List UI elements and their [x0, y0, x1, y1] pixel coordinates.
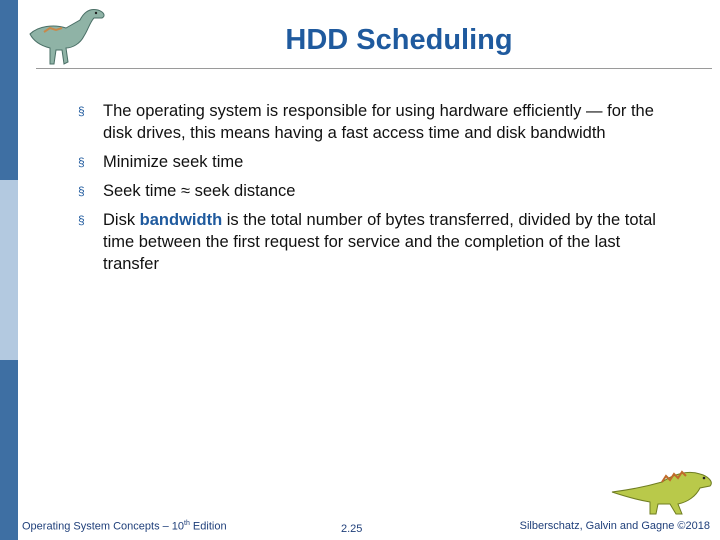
footer-page-number: 2.25 — [341, 523, 363, 535]
footer-book-title — [22, 520, 227, 533]
slide-title: HDD Scheduling — [285, 24, 513, 56]
bullet-item — [78, 209, 678, 275]
bullet-marker: § — [78, 213, 85, 227]
bullet-item — [78, 180, 678, 202]
bullet-marker: § — [78, 155, 85, 169]
bullet-text: The operating system is responsible for using hardware efficiently — for the disk drives, this means having a fast access time and disk bandwidth — [103, 102, 654, 142]
bullet-item — [78, 151, 678, 173]
bullet-text-post: is the total number of bytes transferred, divided by the total time between the first request for service and the completion of the last transfer — [103, 211, 656, 273]
title-divider — [36, 68, 712, 69]
sidebar-segment-bottom — [0, 360, 18, 540]
sidebar-stripe — [0, 0, 18, 540]
bullet-text: Seek time ≈ seek distance — [103, 182, 296, 200]
footer-book-title-text: Operating System Concepts – 10 — [22, 520, 185, 533]
bandwidth-keyword: bandwidth — [139, 211, 223, 229]
bullet-marker: § — [78, 104, 85, 118]
bullet-marker: § — [78, 184, 85, 198]
dinosaur-crouching-icon — [608, 462, 718, 518]
footer-edition-text: Edition — [189, 520, 227, 533]
footer-copyright: Silberschatz, Galvin and Gagne ©2018 — [519, 520, 710, 532]
sidebar-segment-middle — [0, 180, 18, 360]
bullet-list — [78, 100, 678, 282]
bullet-text-pre: Disk — [103, 211, 140, 229]
bullet-item — [78, 100, 678, 144]
footer-edition-sup: th — [184, 520, 190, 527]
bullet-text: Minimize seek time — [103, 153, 244, 171]
